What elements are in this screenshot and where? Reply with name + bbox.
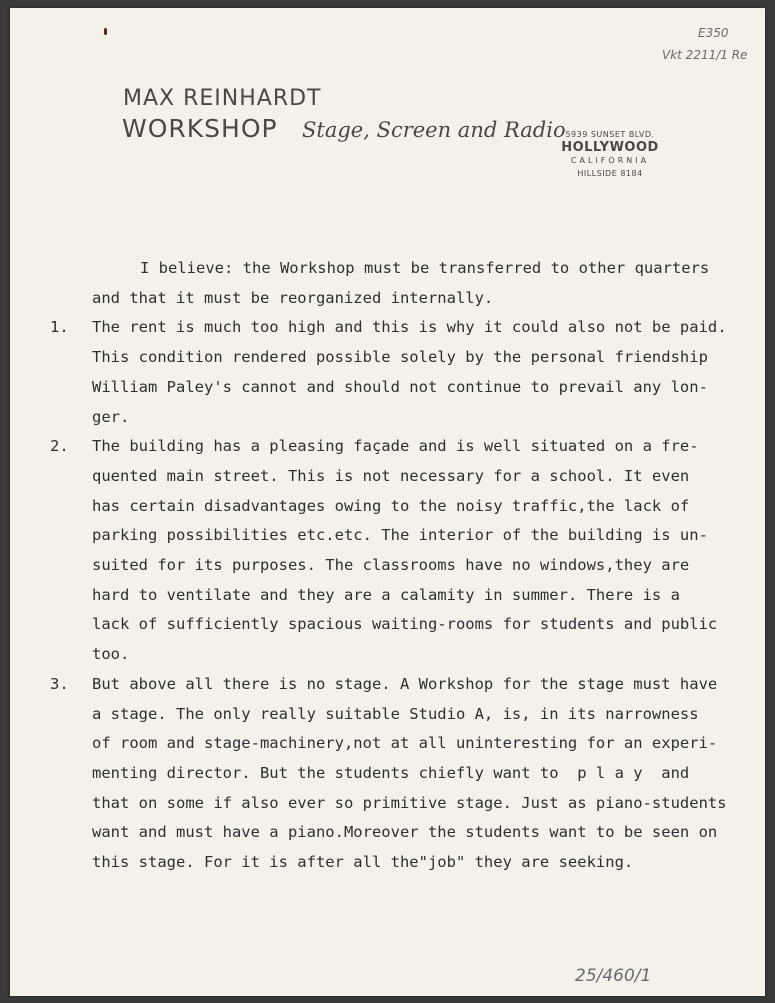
item-line: has certain disadvantages owing to the noisy traffic,the lack of [92,496,690,515]
item-line: But above all there is no stage. A Workshop for the stage must have [92,674,718,693]
item-line: William Paley's cannot and should not continue to prevail any lon- [92,377,708,396]
item-line: The rent is much too high and this is why it could also not be paid. [92,318,727,337]
archive-page-number-note: 25/460/1 [575,966,652,986]
document-page [10,8,765,996]
item-line: quented main street. This is not necessary for a school. It even [92,466,690,485]
list-item-3 [50,670,765,878]
item-number: 2. [50,437,69,456]
address-phone: HILLSIDE 8184 [577,169,643,178]
item-line: hard to ventilate and they are a calamity in summer. There is a [92,585,680,604]
intro-line: and that it must be reorganized internally. [92,288,494,307]
archive-reference-note: Vkt 2211/1 Re [662,48,748,62]
item-line: want and must have a piano.Moreover the students want to be seen on [92,823,718,842]
item-number: 1. [50,318,69,337]
list-item-1 [50,313,765,432]
address-city: HOLLYWOOD [561,140,659,155]
item-line: suited for its purposes. The classrooms have no windows,they are [92,556,690,575]
item-line: that on some if also ever so primitive stage. Just as piano-students [92,793,727,812]
letterhead-name: MAX REINHARDT [123,86,322,111]
item-number: 3. [50,674,69,693]
item-line: this stage. For it is after all the"job" they are seeking. [92,853,634,872]
letterhead-workshop: WORKSHOP [122,114,278,143]
item-line: too. [92,645,130,664]
item-line: lack of sufficiently spacious waiting-rooms for students and public [92,615,718,634]
list-item-2 [50,432,765,670]
ink-mark [104,28,107,35]
item-line: This condition rendered possible solely by the personal friendship [92,348,708,367]
archive-code-note: E350 [698,26,729,40]
intro-paragraph [50,254,765,313]
item-line: ger. [92,407,130,426]
item-line: The building has a pleasing façade and is well situated on a fre- [92,437,699,456]
item-line: menting director. But the students chiefly want to p l a y and [92,763,690,782]
address-state: CALIFORNIA [570,156,650,165]
item-line: parking possibilities etc.etc. The interior of the building is un- [92,526,708,545]
item-line: a stage. The only really suitable Studio A, is, in its narrowness [92,704,699,723]
address-street: 5939 SUNSET BLVD. [565,130,655,139]
letterhead-tagline: Stage, Screen and Radio [302,118,566,142]
intro-line: I believe: the Workshop must be transferred to other quarters [140,259,710,277]
letter-body [50,254,765,878]
item-line: of room and stage-machinery,not at all uninteresting for an experi- [92,734,718,753]
letterhead-address [555,130,665,178]
